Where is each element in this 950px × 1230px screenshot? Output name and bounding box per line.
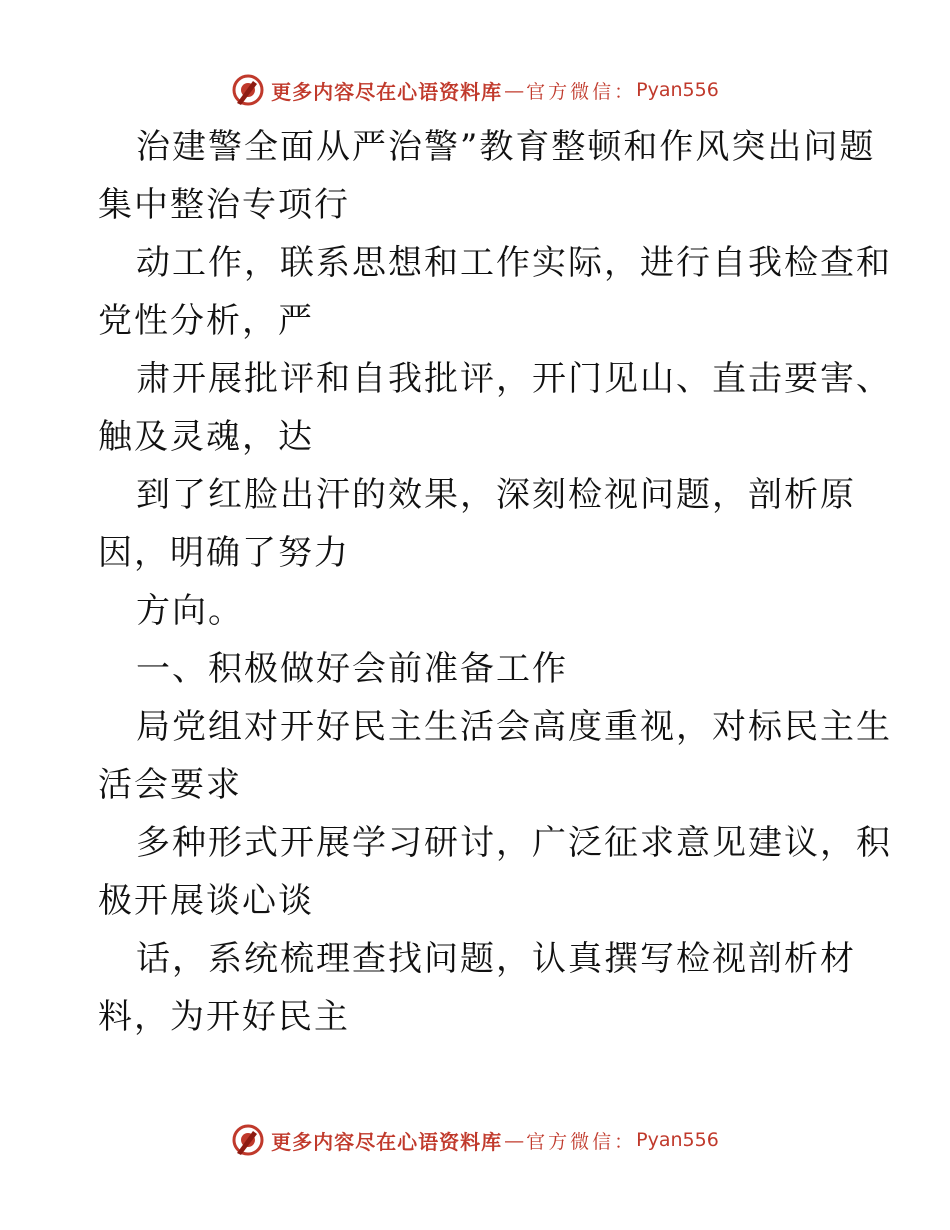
banner-wechat-id: Pyan556 [636, 1129, 719, 1151]
text-line: 集中整治专项行 [98, 185, 350, 225]
banner-label: 官方微信： [526, 1130, 637, 1153]
header-banner [0, 70, 950, 110]
text-line: 局党组对开好民主生活会高度重视，对标民主生 [136, 707, 892, 747]
pen-seal-icon [231, 73, 265, 107]
document-body [98, 118, 892, 1046]
pen-seal-icon [231, 1123, 265, 1157]
text-line: 肃开展批评和自我批评，开门见山、直击要害、 [136, 359, 892, 399]
banner-separator: — [504, 78, 525, 102]
text-line: 动工作，联系思想和工作实际，进行自我检查和 [136, 243, 892, 283]
text-line: 料，为开好民主 [98, 997, 350, 1037]
text-line: 极开展谈心谈 [98, 881, 314, 921]
banner-text: 更多内容尽在心语资料库 [271, 79, 503, 104]
banner-text: 更多内容尽在心语资料库 [271, 1129, 503, 1154]
text-line: 多种形式开展学习研讨，广泛征求意见建议，积 [136, 823, 892, 863]
text-line: 一、积极做好会前准备工作 [136, 649, 568, 689]
text-line: 触及灵魂，达 [98, 417, 314, 457]
text-line: 话，系统梳理查找问题，认真撰写检视剖析材 [136, 939, 856, 979]
text-line: 方向。 [136, 591, 244, 631]
text-line: 党性分析，严 [98, 301, 314, 341]
text-line: 到了红脸出汗的效果，深刻检视问题，剖析原 [136, 475, 856, 515]
banner-separator: — [504, 1128, 525, 1152]
footer-banner [0, 1120, 950, 1160]
banner-wechat-id: Pyan556 [636, 79, 719, 101]
text-line: 活会要求 [98, 765, 242, 805]
text-line: 治建警全面从严治警”教育整顿和作风突出问题 [136, 127, 876, 167]
text-line: 因，明确了努力 [98, 533, 350, 573]
banner-label: 官方微信： [526, 80, 637, 103]
